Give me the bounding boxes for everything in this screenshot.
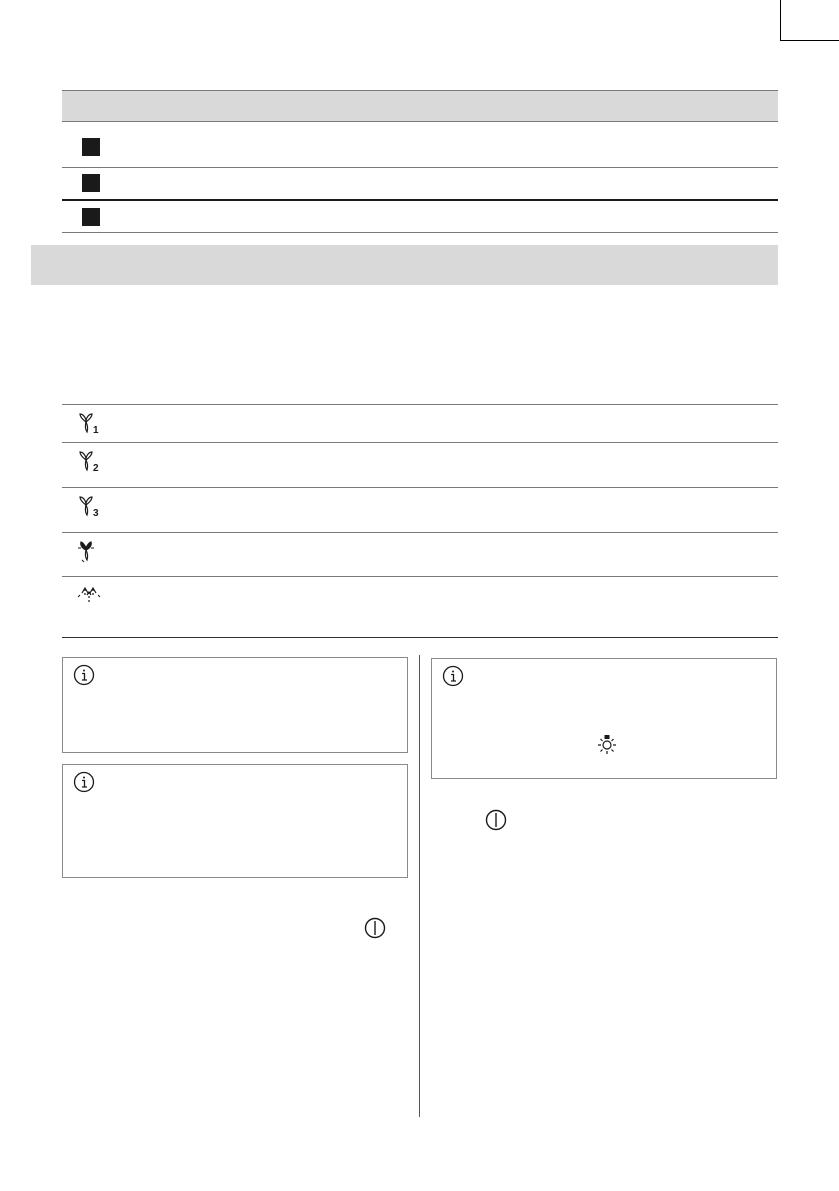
table-row [62, 443, 778, 488]
fan-speed-table [62, 404, 778, 638]
info-note [62, 657, 408, 753]
crop-mark [780, 0, 781, 41]
black-square-icon [82, 208, 100, 226]
fan-speed-3-icon [76, 494, 108, 520]
light-icon [595, 733, 619, 757]
info-icon [442, 665, 464, 687]
column-divider [419, 655, 420, 1117]
black-square-icon [82, 138, 100, 156]
info-note [431, 658, 777, 779]
breeze-icon [76, 583, 108, 609]
indicator-table [62, 90, 778, 233]
info-icon [73, 664, 95, 686]
power-icon [485, 809, 507, 831]
table-row [62, 201, 778, 233]
table-row [62, 168, 778, 201]
table-row [62, 488, 778, 533]
fan-speed-2-icon [76, 449, 108, 475]
table-header [62, 90, 778, 122]
power-icon [364, 917, 386, 939]
table-row [62, 533, 778, 577]
black-square-icon [82, 174, 100, 192]
section-heading [31, 245, 778, 285]
table-row [62, 405, 778, 443]
info-note [62, 764, 408, 878]
svg-text:2: 2 [93, 463, 99, 474]
table-row [62, 122, 778, 168]
svg-text:1: 1 [93, 425, 99, 436]
fan-speed-1-icon [76, 411, 108, 437]
fan-boost-icon [76, 539, 108, 565]
table-row [62, 577, 778, 638]
info-icon [73, 771, 95, 793]
svg-text:3: 3 [93, 508, 99, 519]
